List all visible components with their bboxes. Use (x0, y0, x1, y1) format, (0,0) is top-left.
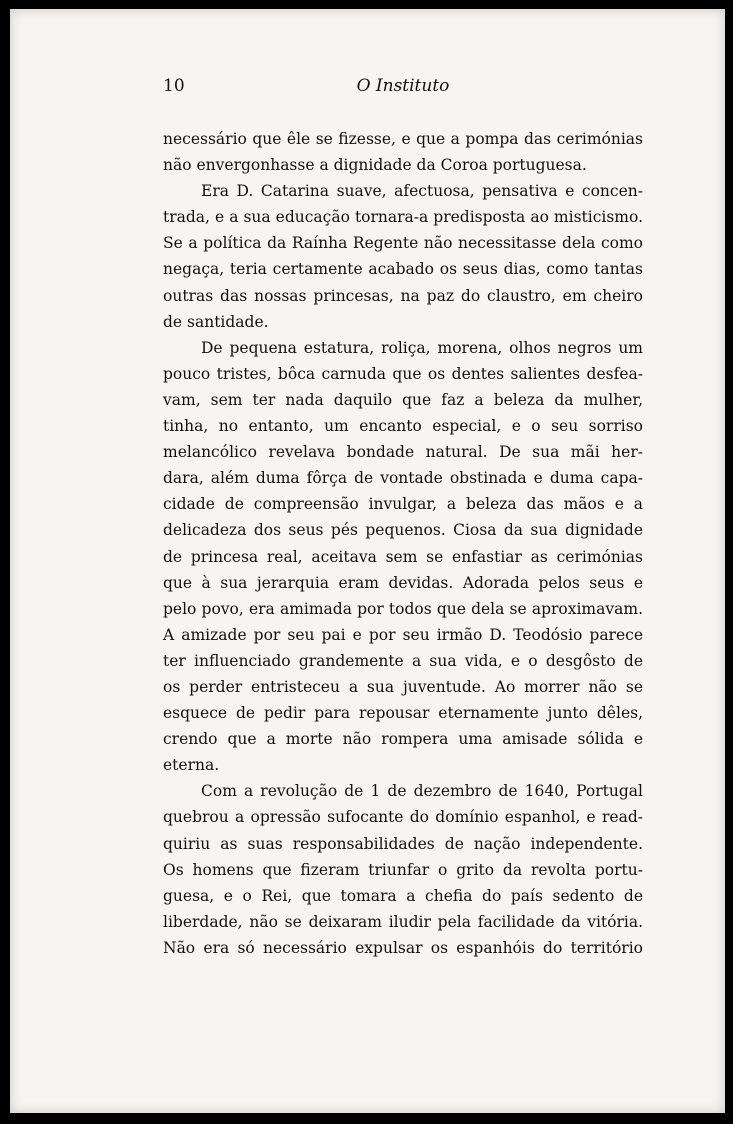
text-line: Não era só necessário expulsar os espanhóis do território (163, 938, 643, 957)
text-line: tinha, no entanto, um encanto especial, e o seu sorriso (163, 417, 643, 436)
text-line: vam, sem ter nada daquilo que faz a beleza da mulher, (163, 390, 643, 409)
text-line: guesa, e o Rei, que tomara a chefia do país sedento de (163, 886, 643, 905)
running-title: O Instituto (356, 76, 450, 96)
text-line: eterna. (163, 756, 220, 775)
text-line: negaça, teria certamente acabado os seus dias, como tantas (163, 260, 643, 279)
text-line: quebrou a opressão sufocante do domínio espanhol, e read- (163, 808, 643, 827)
text-line: dara, além duma fôrça de vontade obstinada e duma capa- (163, 469, 643, 488)
text-line: trada, e a sua educação tornara-a predisposta ao misticismo. (163, 208, 643, 227)
text-line: que à sua jerarquia eram devidas. Adorada pelos seus e (163, 573, 643, 592)
text-line: quiriu as suas responsabilidades de nação independente. (163, 834, 643, 853)
text-line: necessário que êle se fizesse, e que a pompa das cerimónias (163, 130, 643, 148)
text-line: De pequena estatura, roliça, morena, olhos negros um (201, 338, 643, 357)
text-line: Era D. Catarina suave, afectuosa, pensativa e concen- (201, 182, 643, 201)
text-line: ter influenciado grandemente a sua vida, e o desgôsto de (163, 651, 643, 670)
body-text (163, 126, 643, 961)
text-line: não envergonhasse a dignidade da Coroa portuguesa. (163, 156, 587, 175)
text-line: melancólico revelava bondade natural. De sua mãi her- (163, 443, 643, 462)
text-line: Se a política da Raínha Regente não necessitasse dela como (163, 234, 643, 253)
page-header (163, 76, 643, 100)
text-line: A amizade por seu pai e por seu irmão D. Teodósio parece (163, 625, 643, 644)
page-number: 10 (163, 76, 185, 96)
text-line: crendo que a morte não rompera uma amisade sólida e (163, 730, 643, 749)
text-line: de princesa real, aceitava sem se enfastiar as cerimónias (163, 547, 643, 566)
text-line: esquece de pedir para repousar eternamente junto dêles, (163, 704, 643, 723)
text-line: Com a revolução de 1 de dezembro de 1640, Portugal (201, 782, 643, 801)
text-line: os perder entristeceu a sua juventude. Ao morrer não se (163, 677, 643, 696)
text-line: pelo povo, era amimada por todos que dela se aproximavam. (163, 599, 643, 618)
text-line: outras das nossas princesas, na paz do claustro, em cheiro (163, 286, 643, 305)
text-line: de santidade. (163, 312, 269, 331)
text-line: Os homens que fizeram triunfar o grito da revolta portu- (163, 860, 643, 879)
text-line: liberdade, não se deixaram iludir pela facilidade da vitória. (163, 912, 643, 931)
text-line: delicadeza dos seus pés pequenos. Ciosa da sua dignidade (163, 521, 643, 540)
text-line: cidade de compreensão invulgar, a beleza das mãos e a (163, 495, 643, 514)
text-line: pouco tristes, bôca carnuda que os dentes salientes desfea- (163, 364, 643, 383)
